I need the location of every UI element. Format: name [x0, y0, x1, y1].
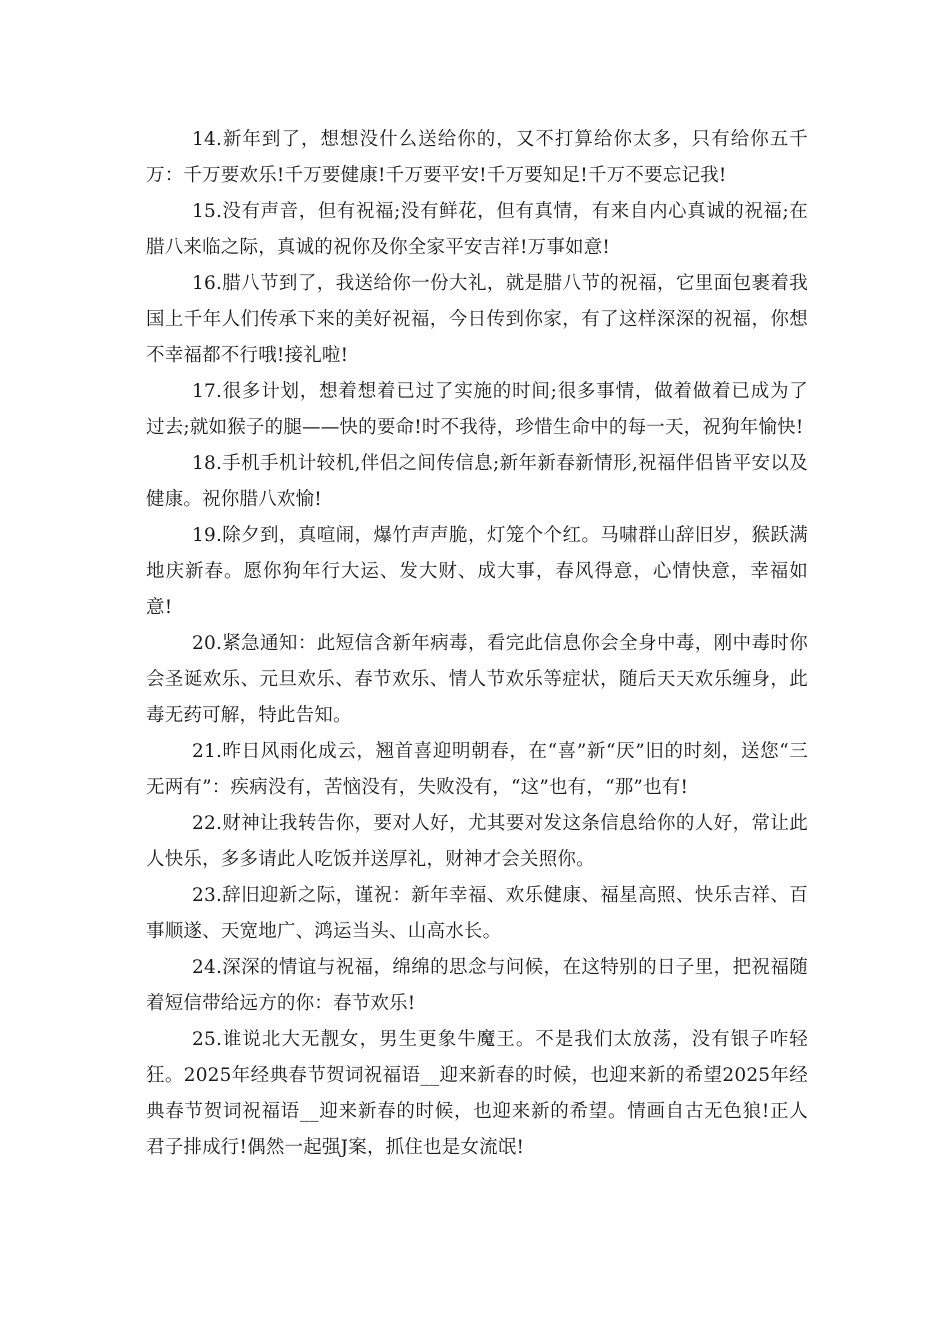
paragraph-20: 20.紧急通知：此短信含新年病毒，看完此信息你会全身中毒，刚中毒时你会圣诞欢乐、元旦欢乐、春节欢乐、情人节欢乐等症状，随后天天欢乐缠身，此毒无药可解，特此告知。	[146, 633, 808, 726]
document-body	[146, 122, 808, 1166]
paragraph-24: 24.深深的情谊与祝福，绵绵的思念与问候，在这特别的日子里，把祝福随着短信带给远方的你：春节欢乐!	[146, 957, 808, 1014]
paragraph-25: 25.谁说北大无靓女，男生更象牛魔王。不是我们太放荡，没有银子咋轻狂。2025年经典春节贺词祝福语__迎来新春的时候，也迎来新的希望2025年经典春节贺词祝福语__迎来新春的时候，也迎来新的希望。情画自古无色狼!正人君子排成行!偶然一起强J案，抓住也是女流氓!	[146, 1029, 808, 1158]
paragraph-22: 22.财神让我转告你，要对人好，尤其要对发这条信息给你的人好，常让此人快乐，多多请此人吃饭并送厚礼，财神才会关照你。	[146, 813, 808, 870]
paragraph-23: 23.辞旧迎新之际，谨祝：新年幸福、欢乐健康、福星高照、快乐吉祥、百事顺遂、天宽地广、鸿运当头、山高水长。	[146, 885, 808, 942]
paragraph-21: 21.昨日风雨化成云，翘首喜迎明朝春，在“喜”新“厌”旧的时刻，送您“三无两有”：疾病没有，苦恼没有，失败没有，“这”也有，“那”也有!	[146, 741, 808, 798]
paragraph-16: 16.腊八节到了，我送给你一份大礼，就是腊八节的祝福，它里面包裹着我国上千年人们传承下来的美好祝福，今日传到你家，有了这样深深的祝福，你想不幸福都不行哦!接礼啦!	[146, 273, 808, 366]
paragraph-14: 14.新年到了，想想没什么送给你的，又不打算给你太多，只有给你五千万：千万要欢乐!千万要健康!千万要平安!千万要知足!千万不要忘记我!	[146, 129, 808, 186]
paragraph-17: 17.很多计划，想着想着已过了实施的时间;很多事情，做着做着已成为了过去;就如猴子的腿——快的要命!时不我待，珍惜生命中的每一天，祝狗年愉快!	[146, 381, 808, 438]
paragraph-15: 15.没有声音，但有祝福;没有鲜花，但有真情，有来自内心真诚的祝福;在腊八来临之际，真诚的祝你及你全家平安吉祥!万事如意!	[146, 201, 808, 258]
paragraph-19: 19.除夕到，真喧闹，爆竹声声脆，灯笼个个红。马啸群山辞旧岁，猴跃满地庆新春。愿你狗年行大运、发大财、成大事，春风得意，心情快意，幸福如意!	[146, 525, 808, 618]
paragraph-18: 18.手机手机计较机,伴侣之间传信息;新年新春新情形,祝福伴侣皆平安以及健康。祝你腊八欢愉!	[146, 453, 808, 510]
